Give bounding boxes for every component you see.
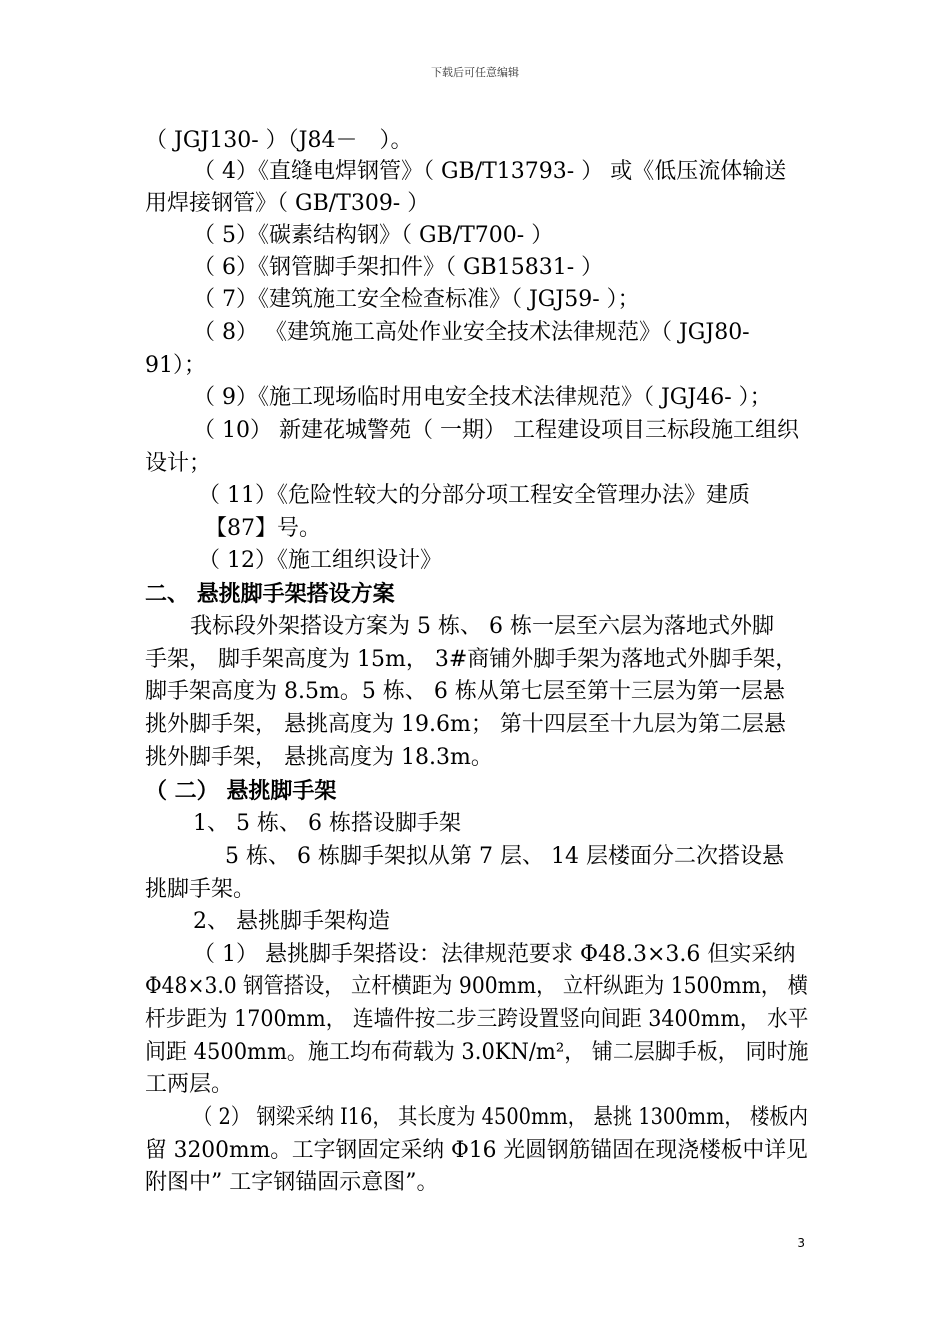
text-line: 设计； xyxy=(145,451,212,476)
text-line: 我标段外架搭设方案为 5 栋、 6 栋一层至六层为落地式外脚 xyxy=(190,614,774,639)
page-number: 3 xyxy=(797,1236,805,1250)
text-line: （ 5）《碳素结构钢》（ GB/T700- ） xyxy=(193,223,554,248)
text-line: （ 7）《建筑施工安全检查标准》（ JGJ59- ）； xyxy=(193,287,640,312)
text-line: 挑脚手架。 xyxy=(145,877,256,902)
text-line: （ 2） 钢梁采纳 I16， 其长度为 4500mm， 悬挑 1300mm， 楼板内 xyxy=(193,1105,809,1130)
text-line: 挑外脚手架， 悬挑高度为 19.6m； 第十四层至十九层为第二层悬 xyxy=(145,712,786,737)
text-line: （ 6）《钢管脚手架扣件》（ GB15831- ） xyxy=(193,255,604,280)
text-line: （ 12）《施工组织设计》 xyxy=(198,548,442,573)
text-line: （ 1） 悬挑脚手架搭设：法律规范要求 Φ48.3×3.6 但实采纳 xyxy=(193,942,796,967)
text-line: 脚手架高度为 8.5m。5 栋、 6 栋从第七层至第十三层为第一层悬 xyxy=(145,679,785,704)
text-line: 挑外脚手架， 悬挑高度为 18.3m。 xyxy=(145,745,493,770)
text-line: （ 10） 新建花城警苑（ 一期） 工程建设项目三标段施工组织 xyxy=(193,418,799,443)
text-line: （ 4）《直缝电焊钢管》（ GB/T13793- ） 或《低压流体输送 xyxy=(193,159,787,184)
text-line: 杆步距为 1700mm， 连墙件按二步三跨设置竖向间距 3400mm， 水平 xyxy=(145,1007,809,1032)
text-line: （ 9）《施工现场临时用电安全技术法律规范》（ JGJ46- ）； xyxy=(193,385,772,410)
text-line: 附图中” 工字钢锚固示意图”。 xyxy=(145,1170,439,1195)
text-line: 1、 5 栋、 6 栋搭设脚手架 xyxy=(193,811,461,836)
text-line: 间距 4500mm。施工均布荷载为 3.0KN/m²， 铺二层脚手板， 同时施 xyxy=(145,1040,809,1065)
text-line: Φ48×3.0 钢管搭设， 立杆横距为 900mm， 立杆纵距为 1500mm， 横 xyxy=(145,974,808,999)
text-line: 2、 悬挑脚手架构造 xyxy=(193,909,390,934)
page-header: 下载后可任意编辑 xyxy=(431,66,519,79)
text-line: （ JGJ130- ）（J84－ ）。 xyxy=(145,128,413,153)
text-line: 工两层。 xyxy=(145,1072,234,1097)
section-heading: （ 二） 悬挑脚手架 xyxy=(145,778,337,804)
text-line: 用焊接钢管》（ GB/T309- ） xyxy=(145,191,430,216)
section-heading: 二、 悬挑脚手架搭设方案 xyxy=(145,581,395,607)
text-line: 留 3200mm。工字钢固定采纳 Φ16 光圆钢筋锚固在现浇楼板中详见 xyxy=(145,1138,808,1163)
text-line: 91）； xyxy=(145,353,206,378)
text-line: 手架， 脚手架高度为 15m， 3#商铺外脚手架为落地式外脚手架， xyxy=(145,647,798,672)
text-line: 【87】号。 xyxy=(205,516,321,541)
text-line: （ 11）《危险性较大的分部分项工程安全管理办法》建质 xyxy=(198,483,750,508)
text-line: 5 栋、 6 栋脚手架拟从第 7 层、 14 层楼面分二次搭设悬 xyxy=(225,844,784,869)
text-line: （ 8） 《建筑施工高处作业安全技术法律规范》（ JGJ80- xyxy=(193,320,750,345)
